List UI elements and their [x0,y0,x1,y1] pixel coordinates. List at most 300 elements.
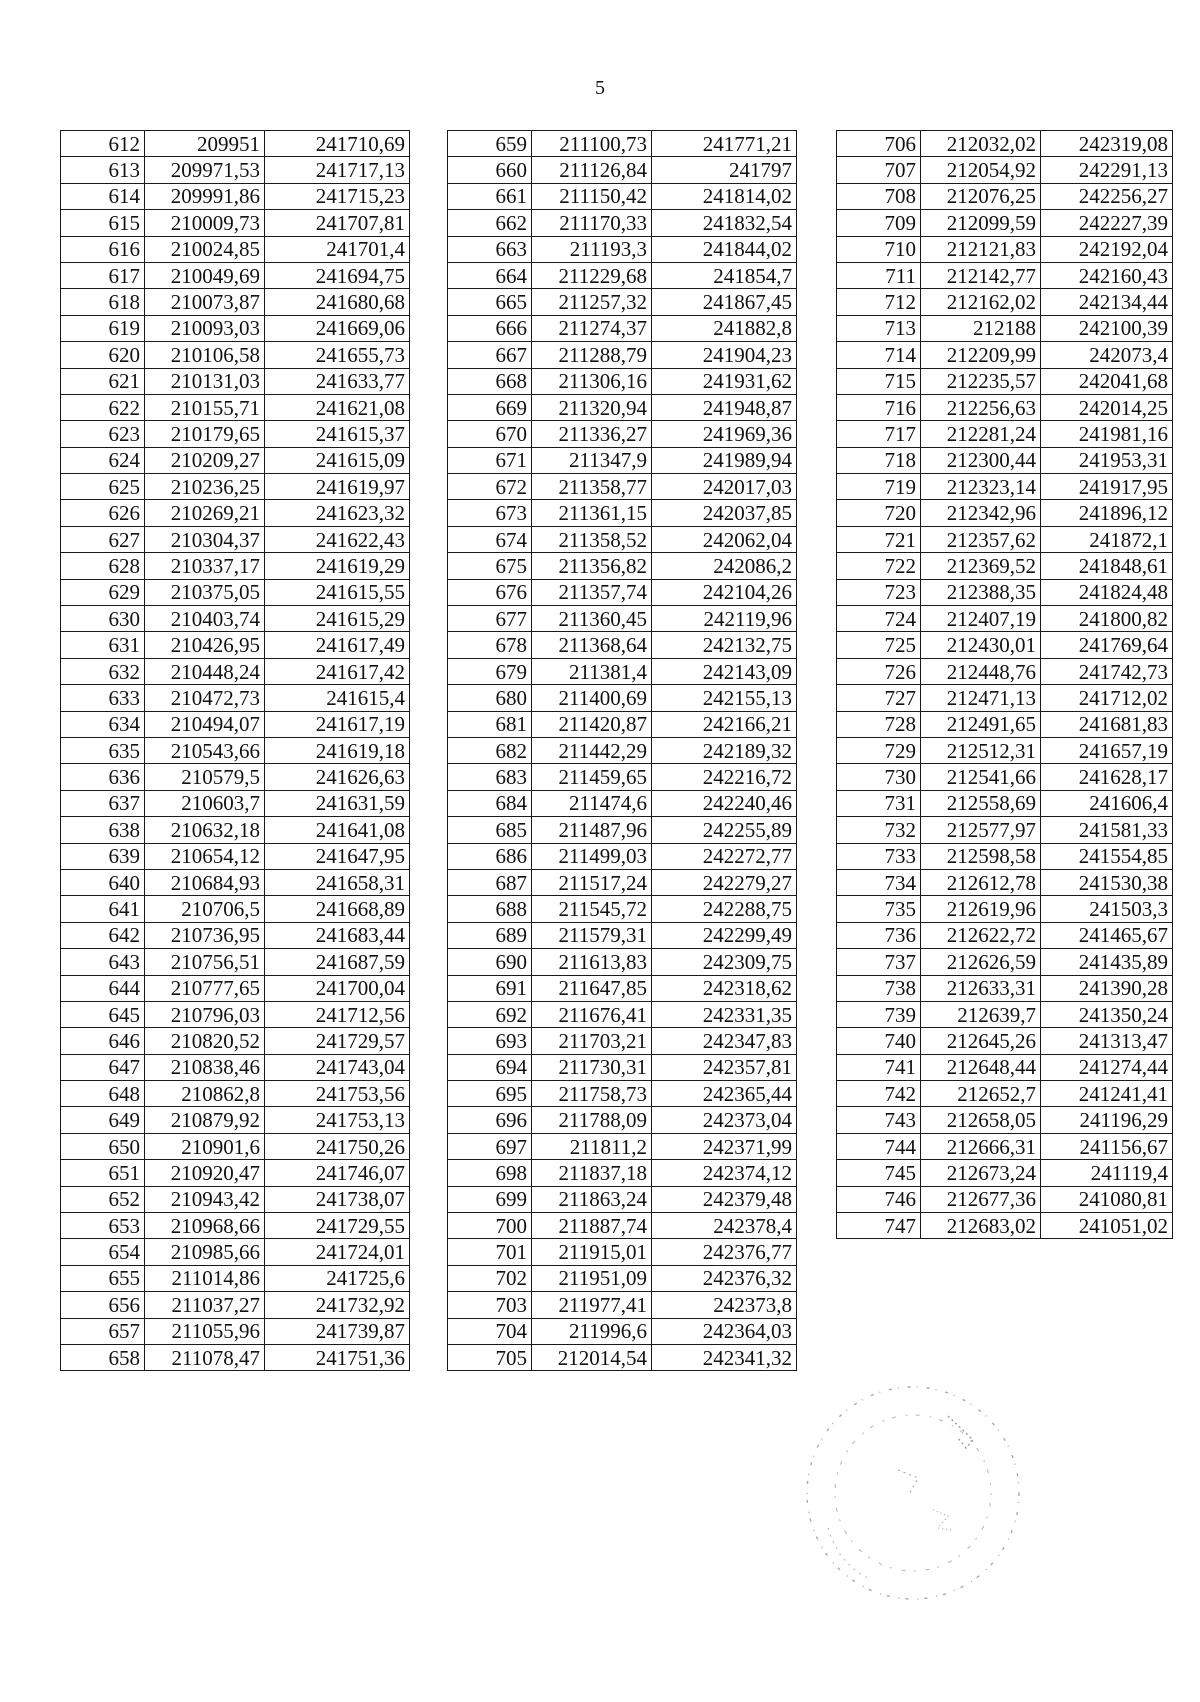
table-row [837,817,1173,843]
point-number-cell: 729 [837,737,921,763]
table-row [448,1265,797,1291]
point-number-cell: 683 [448,764,532,790]
point-number-cell: 696 [448,1107,532,1133]
x-coordinate-cell: 209971,53 [145,157,265,183]
x-coordinate-cell: 211320,94 [532,394,652,420]
x-coordinate-cell: 212491,65 [921,711,1041,737]
y-coordinate-cell: 241738,07 [265,1186,410,1212]
x-coordinate-cell: 211368,64 [532,632,652,658]
point-number-cell: 694 [448,1054,532,1080]
y-coordinate-cell: 241717,13 [265,157,410,183]
x-coordinate-cell: 211361,15 [532,500,652,526]
x-coordinate-cell: 211545,72 [532,896,652,922]
point-number-cell: 630 [61,606,145,632]
x-coordinate-cell: 211730,31 [532,1054,652,1080]
y-coordinate-cell: 241119,4 [1041,1160,1173,1186]
table-row [61,394,410,420]
x-coordinate-cell: 210838,46 [145,1054,265,1080]
point-number-cell: 731 [837,790,921,816]
y-coordinate-cell: 242227,39 [1041,210,1173,236]
table-row [448,1001,797,1027]
point-number-cell: 652 [61,1186,145,1212]
point-number-cell: 660 [448,157,532,183]
point-number-cell: 710 [837,236,921,262]
y-coordinate-cell: 241617,19 [265,711,410,737]
point-number-cell: 634 [61,711,145,737]
x-coordinate-cell: 212099,59 [921,210,1041,236]
point-number-cell: 674 [448,526,532,552]
point-number-cell: 718 [837,447,921,473]
point-number-cell: 701 [448,1239,532,1265]
point-number-cell: 657 [61,1318,145,1344]
y-coordinate-cell: 241700,04 [265,975,410,1001]
y-coordinate-cell: 241617,49 [265,632,410,658]
table-row [61,131,410,157]
y-coordinate-cell: 241435,89 [1041,949,1173,975]
point-number-cell: 659 [448,131,532,157]
table-row [448,315,797,341]
table-row [837,922,1173,948]
table-row [837,1160,1173,1186]
point-number-cell: 650 [61,1133,145,1159]
point-number-cell: 682 [448,737,532,763]
y-coordinate-cell: 241896,12 [1041,500,1173,526]
x-coordinate-cell: 210426,95 [145,632,265,658]
point-number-cell: 725 [837,632,921,658]
y-coordinate-cell: 241530,38 [1041,869,1173,895]
table-row [448,685,797,711]
x-coordinate-cell: 210375,05 [145,579,265,605]
table-row [61,764,410,790]
x-coordinate-cell: 211037,27 [145,1292,265,1318]
x-coordinate-cell: 210654,12 [145,843,265,869]
y-coordinate-cell: 242143,09 [652,658,797,684]
point-number-cell: 704 [448,1318,532,1344]
x-coordinate-cell: 212342,96 [921,500,1041,526]
y-coordinate-cell: 241626,63 [265,764,410,790]
x-coordinate-cell: 211055,96 [145,1318,265,1344]
y-coordinate-cell: 242376,77 [652,1239,797,1265]
table-row [61,579,410,605]
y-coordinate-cell: 241832,54 [652,210,797,236]
table-row [448,737,797,763]
point-number-cell: 670 [448,421,532,447]
point-number-cell: 746 [837,1186,921,1212]
y-coordinate-cell: 241658,31 [265,869,410,895]
point-number-cell: 677 [448,606,532,632]
x-coordinate-cell: 211347,9 [532,447,652,473]
point-number-cell: 734 [837,869,921,895]
table-row [61,289,410,315]
y-coordinate-cell: 241615,09 [265,447,410,473]
table-row [61,1292,410,1318]
table-row [837,606,1173,632]
x-coordinate-cell: 212648,44 [921,1054,1041,1080]
y-coordinate-cell: 242341,32 [652,1344,797,1370]
point-number-cell: 739 [837,1001,921,1027]
x-coordinate-cell: 211126,84 [532,157,652,183]
x-coordinate-cell: 211647,85 [532,975,652,1001]
x-coordinate-cell: 212014,54 [532,1344,652,1370]
x-coordinate-cell: 211837,18 [532,1160,652,1186]
y-coordinate-cell: 242073,4 [1041,342,1173,368]
point-number-cell: 719 [837,474,921,500]
point-number-cell: 728 [837,711,921,737]
x-coordinate-cell: 212626,59 [921,949,1041,975]
table-row [61,1186,410,1212]
point-number-cell: 654 [61,1239,145,1265]
point-number-cell: 669 [448,394,532,420]
point-number-cell: 679 [448,658,532,684]
point-number-cell: 690 [448,949,532,975]
point-number-cell: 673 [448,500,532,526]
table-row [448,1160,797,1186]
table-row [837,869,1173,895]
y-coordinate-cell: 242347,83 [652,1028,797,1054]
point-number-cell: 633 [61,685,145,711]
y-coordinate-cell: 242373,04 [652,1107,797,1133]
point-number-cell: 631 [61,632,145,658]
x-coordinate-cell: 211703,21 [532,1028,652,1054]
table-row [61,1081,410,1107]
point-number-cell: 671 [448,447,532,473]
table-row [448,447,797,473]
table-row [448,764,797,790]
point-number-cell: 740 [837,1028,921,1054]
point-number-cell: 623 [61,421,145,447]
x-coordinate-cell: 210862,8 [145,1081,265,1107]
table-row [448,1344,797,1370]
y-coordinate-cell: 241080,81 [1041,1186,1173,1212]
table-row [837,368,1173,394]
y-coordinate-cell: 241724,01 [265,1239,410,1265]
point-number-cell: 661 [448,183,532,209]
point-number-cell: 715 [837,368,921,394]
y-coordinate-cell: 241623,32 [265,500,410,526]
y-coordinate-cell: 241753,56 [265,1081,410,1107]
y-coordinate-cell: 242062,04 [652,526,797,552]
table-row [448,553,797,579]
table-row [448,236,797,262]
x-coordinate-cell: 211951,09 [532,1265,652,1291]
y-coordinate-cell: 242134,44 [1041,289,1173,315]
table-row [837,975,1173,1001]
table-row [837,1081,1173,1107]
y-coordinate-cell: 241628,17 [1041,764,1173,790]
point-number-cell: 745 [837,1160,921,1186]
table-row [448,157,797,183]
table-row [837,553,1173,579]
x-coordinate-cell: 211487,96 [532,817,652,843]
x-coordinate-cell: 210403,74 [145,606,265,632]
table-row [61,922,410,948]
y-coordinate-cell: 241196,29 [1041,1107,1173,1133]
x-coordinate-cell: 211887,74 [532,1213,652,1239]
x-coordinate-cell: 212683,02 [921,1213,1041,1239]
x-coordinate-cell: 211863,24 [532,1186,652,1212]
table-row [61,236,410,262]
table-row [61,632,410,658]
x-coordinate-cell: 211100,73 [532,131,652,157]
y-coordinate-cell: 241647,95 [265,843,410,869]
x-coordinate-cell: 211288,79 [532,342,652,368]
x-coordinate-cell: 212407,19 [921,606,1041,632]
point-number-cell: 724 [837,606,921,632]
y-coordinate-cell: 241814,02 [652,183,797,209]
point-number-cell: 678 [448,632,532,658]
point-number-cell: 640 [61,869,145,895]
point-number-cell: 648 [61,1081,145,1107]
y-coordinate-cell: 242100,39 [1041,315,1173,341]
table-row [448,579,797,605]
table-row [61,1001,410,1027]
y-coordinate-cell: 242331,35 [652,1001,797,1027]
x-coordinate-cell: 210209,27 [145,447,265,473]
y-coordinate-cell: 241241,41 [1041,1081,1173,1107]
y-coordinate-cell: 241680,68 [265,289,410,315]
x-coordinate-cell: 212652,7 [921,1081,1041,1107]
table-row [448,658,797,684]
table-row [61,421,410,447]
page-number: 5 [595,77,605,99]
y-coordinate-cell: 241969,36 [652,421,797,447]
x-coordinate-cell: 211811,2 [532,1133,652,1159]
point-number-cell: 737 [837,949,921,975]
table-row [448,131,797,157]
y-coordinate-cell: 242017,03 [652,474,797,500]
x-coordinate-cell: 212471,13 [921,685,1041,711]
y-coordinate-cell: 241274,44 [1041,1054,1173,1080]
table-row [837,210,1173,236]
point-number-cell: 714 [837,342,921,368]
x-coordinate-cell: 211788,09 [532,1107,652,1133]
x-coordinate-cell: 210472,73 [145,685,265,711]
table-row [61,1318,410,1344]
table-row [837,315,1173,341]
x-coordinate-cell: 212032,02 [921,131,1041,157]
y-coordinate-cell: 242376,32 [652,1265,797,1291]
x-coordinate-cell: 211613,83 [532,949,652,975]
x-coordinate-cell: 211459,65 [532,764,652,790]
table-row [61,949,410,975]
table-row [837,1001,1173,1027]
table-row [837,262,1173,288]
y-coordinate-cell: 241824,48 [1041,579,1173,605]
y-coordinate-cell: 241554,85 [1041,843,1173,869]
x-coordinate-cell: 212323,14 [921,474,1041,500]
point-number-cell: 700 [448,1213,532,1239]
y-coordinate-cell: 242379,48 [652,1186,797,1212]
point-number-cell: 747 [837,1213,921,1239]
table-row [837,289,1173,315]
y-coordinate-cell: 241694,75 [265,262,410,288]
y-coordinate-cell: 241848,61 [1041,553,1173,579]
y-coordinate-cell: 241712,56 [265,1001,410,1027]
x-coordinate-cell: 211358,77 [532,474,652,500]
x-coordinate-cell: 212388,35 [921,579,1041,605]
point-number-cell: 627 [61,526,145,552]
point-number-cell: 680 [448,685,532,711]
table-row [448,421,797,447]
point-number-cell: 658 [61,1344,145,1370]
y-coordinate-cell: 241051,02 [1041,1213,1173,1239]
x-coordinate-cell: 212666,31 [921,1133,1041,1159]
table-row [837,896,1173,922]
y-coordinate-cell: 241350,24 [1041,1001,1173,1027]
table-row [448,394,797,420]
y-coordinate-cell: 241641,08 [265,817,410,843]
table-row [837,131,1173,157]
point-number-cell: 717 [837,421,921,447]
x-coordinate-cell: 211170,33 [532,210,652,236]
y-coordinate-cell: 241615,4 [265,685,410,711]
y-coordinate-cell: 241872,1 [1041,526,1173,552]
point-number-cell: 716 [837,394,921,420]
point-number-cell: 628 [61,553,145,579]
table-row [61,658,410,684]
table-row [448,896,797,922]
y-coordinate-cell: 241707,81 [265,210,410,236]
y-coordinate-cell: 241981,16 [1041,421,1173,447]
x-coordinate-cell: 211193,3 [532,236,652,262]
point-number-cell: 681 [448,711,532,737]
y-coordinate-cell: 241844,02 [652,236,797,262]
x-coordinate-cell: 210131,03 [145,368,265,394]
table-row [61,817,410,843]
y-coordinate-cell: 241606,4 [1041,790,1173,816]
y-coordinate-cell: 241681,83 [1041,711,1173,737]
table-row [448,1239,797,1265]
x-coordinate-cell: 212598,58 [921,843,1041,869]
y-coordinate-cell: 241621,08 [265,394,410,420]
point-number-cell: 733 [837,843,921,869]
point-number-cell: 744 [837,1133,921,1159]
table-row [448,474,797,500]
y-coordinate-cell: 242216,72 [652,764,797,790]
table-row [837,1054,1173,1080]
x-coordinate-cell: 212512,31 [921,737,1041,763]
point-number-cell: 743 [837,1107,921,1133]
point-number-cell: 712 [837,289,921,315]
y-coordinate-cell: 242291,13 [1041,157,1173,183]
table-row [837,500,1173,526]
x-coordinate-cell: 210304,37 [145,526,265,552]
table-row [837,1213,1173,1239]
point-number-cell: 698 [448,1160,532,1186]
table-row [448,526,797,552]
table-row [61,711,410,737]
y-coordinate-cell: 242041,68 [1041,368,1173,394]
x-coordinate-cell: 210009,73 [145,210,265,236]
x-coordinate-cell: 210073,87 [145,289,265,315]
point-number-cell: 730 [837,764,921,790]
point-number-cell: 692 [448,1001,532,1027]
y-coordinate-cell: 241631,59 [265,790,410,816]
table-row [837,394,1173,420]
table-row [837,1133,1173,1159]
x-coordinate-cell: 212612,78 [921,869,1041,895]
point-number-cell: 709 [837,210,921,236]
y-coordinate-cell: 242378,4 [652,1213,797,1239]
y-coordinate-cell: 242189,32 [652,737,797,763]
point-number-cell: 726 [837,658,921,684]
x-coordinate-cell: 210179,65 [145,421,265,447]
y-coordinate-cell: 242272,77 [652,843,797,869]
coordinates-table-2 [447,130,797,1371]
point-number-cell: 649 [61,1107,145,1133]
x-coordinate-cell: 211579,31 [532,922,652,948]
table-row [61,1028,410,1054]
y-coordinate-cell: 242319,08 [1041,131,1173,157]
point-number-cell: 622 [61,394,145,420]
x-coordinate-cell: 210236,25 [145,474,265,500]
point-number-cell: 703 [448,1292,532,1318]
table-row [61,1265,410,1291]
x-coordinate-cell: 212300,44 [921,447,1041,473]
point-number-cell: 713 [837,315,921,341]
y-coordinate-cell: 241867,45 [652,289,797,315]
x-coordinate-cell: 210756,51 [145,949,265,975]
x-coordinate-cell: 212188 [921,315,1041,341]
table-row [837,685,1173,711]
table-row [837,790,1173,816]
table-row [837,236,1173,262]
table-row [61,1239,410,1265]
point-number-cell: 685 [448,817,532,843]
x-coordinate-cell: 210337,17 [145,553,265,579]
table-row [448,869,797,895]
y-coordinate-cell: 241854,7 [652,262,797,288]
x-coordinate-cell: 211078,47 [145,1344,265,1370]
x-coordinate-cell: 210543,66 [145,737,265,763]
point-number-cell: 664 [448,262,532,288]
point-number-cell: 645 [61,1001,145,1027]
x-coordinate-cell: 210879,92 [145,1107,265,1133]
point-number-cell: 695 [448,1081,532,1107]
y-coordinate-cell: 241156,67 [1041,1133,1173,1159]
point-number-cell: 616 [61,236,145,262]
x-coordinate-cell: 211014,86 [145,1265,265,1291]
y-coordinate-cell: 241725,6 [265,1265,410,1291]
y-coordinate-cell: 241619,97 [265,474,410,500]
x-coordinate-cell: 210985,66 [145,1239,265,1265]
table-row [448,632,797,658]
table-row [448,183,797,209]
table-row [448,289,797,315]
point-number-cell: 735 [837,896,921,922]
table-row [448,1213,797,1239]
table-row [61,737,410,763]
point-number-cell: 688 [448,896,532,922]
point-number-cell: 653 [61,1213,145,1239]
table-row [448,949,797,975]
x-coordinate-cell: 210269,21 [145,500,265,526]
x-coordinate-cell: 212121,83 [921,236,1041,262]
x-coordinate-cell: 211150,42 [532,183,652,209]
y-coordinate-cell: 241390,28 [1041,975,1173,1001]
x-coordinate-cell: 211306,16 [532,368,652,394]
x-coordinate-cell: 210632,18 [145,817,265,843]
y-coordinate-cell: 242299,49 [652,922,797,948]
point-number-cell: 741 [837,1054,921,1080]
x-coordinate-cell: 210706,5 [145,896,265,922]
table-row [61,975,410,1001]
point-number-cell: 691 [448,975,532,1001]
table-row [61,368,410,394]
y-coordinate-cell: 241701,4 [265,236,410,262]
y-coordinate-cell: 241615,55 [265,579,410,605]
point-number-cell: 641 [61,896,145,922]
